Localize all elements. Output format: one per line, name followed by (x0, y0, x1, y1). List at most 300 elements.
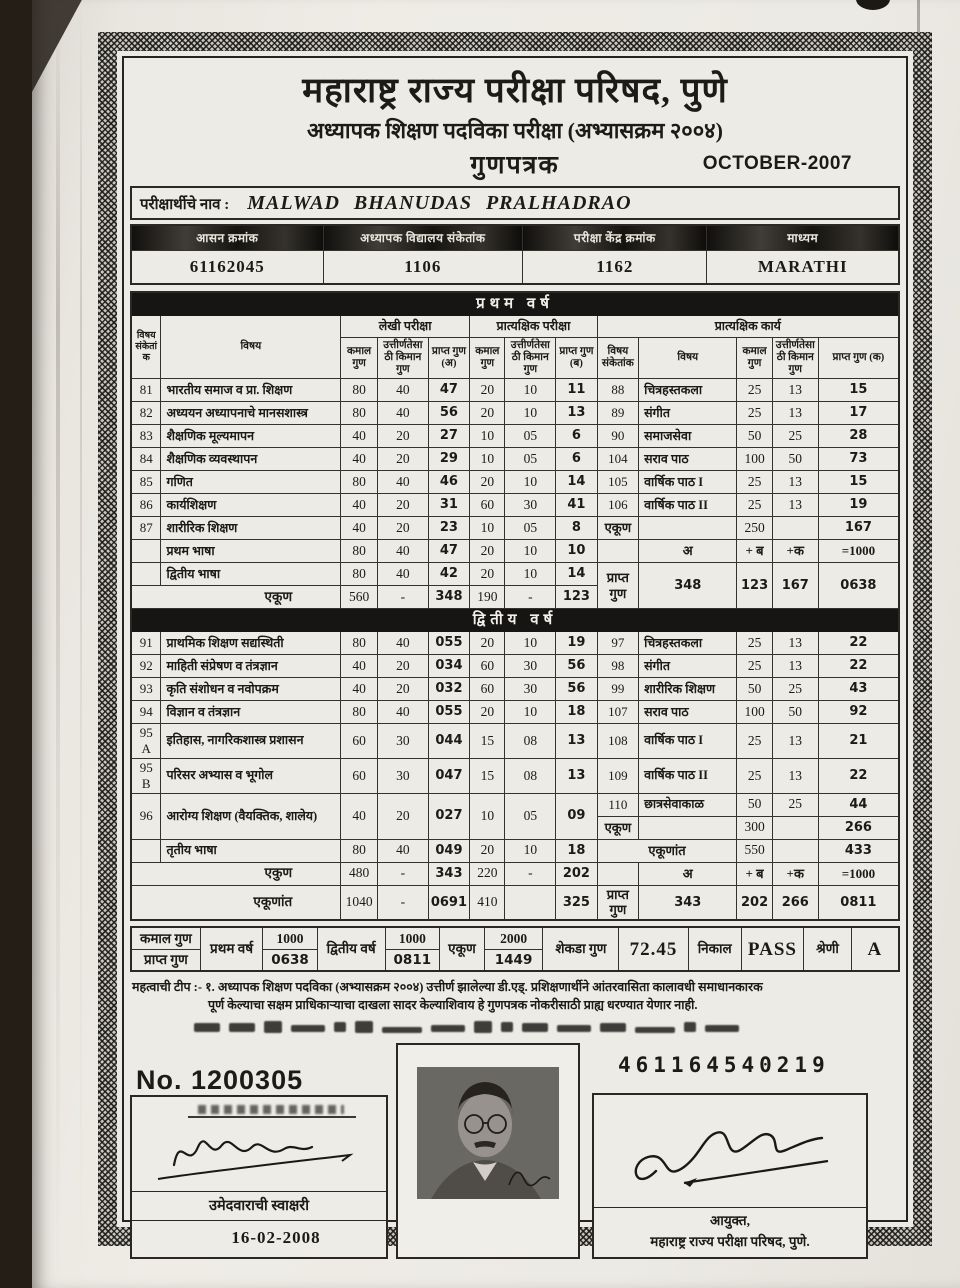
table-cell: 96 (131, 793, 161, 839)
table-cell: 50 (737, 425, 772, 448)
table-cell: शैक्षणिक व्यवस्थापन (161, 448, 341, 471)
table-cell: द्वितीय भाषा (161, 563, 341, 586)
commissioner-organization: महाराष्ट्र राज्य परीक्षा परिषद, पुणे. (650, 1233, 810, 1249)
table-cell: 40 (378, 632, 429, 655)
table-cell: प्रात्यक्षिक परीक्षा (470, 316, 597, 338)
note-line1: अध्यापक शिक्षण पदविका (अभ्यासक्रम २००४) उत्तीर्ण झालेल्या डी.एड्. प्रशिक्षणार्थीने आंतरवासिता कालावधी समाधानकारक (217, 980, 763, 995)
table-row (131, 563, 899, 586)
table-cell: 25 (737, 494, 772, 517)
table-cell: 15 (470, 758, 505, 793)
grade-label: श्रेणी (804, 927, 852, 971)
table-cell: वार्षिक पाठ I (639, 724, 737, 759)
ink-smudge (194, 1019, 876, 1037)
table-row (131, 379, 899, 402)
commissioner-signature-box (592, 1093, 868, 1259)
table-cell: 25 (772, 425, 818, 448)
table-cell: 25 (737, 471, 772, 494)
table-cell: 99 (597, 678, 638, 701)
year1-label: प्रथम वर्ष (200, 927, 263, 971)
table-cell: + ब (737, 862, 772, 885)
table-cell: =1000 (818, 862, 899, 885)
table-cell: प्राप्त गुण (अ) (428, 338, 469, 379)
table-cell: 14 (556, 471, 597, 494)
table-cell (772, 839, 818, 862)
year2-totals (385, 927, 439, 971)
table-cell: 047 (428, 758, 469, 793)
table-cell: 28 (818, 425, 899, 448)
table-cell: 123 (556, 586, 597, 609)
table-cell: 18 (556, 701, 597, 724)
grand-total-label: एकूण (440, 927, 485, 971)
table-cell: 055 (428, 632, 469, 655)
table-cell: 50 (772, 448, 818, 471)
table-cell: 25 (772, 678, 818, 701)
table-cell: =1000 (818, 540, 899, 563)
table-cell: 10 (505, 379, 556, 402)
exam-title: अध्यापक शिक्षण पदविका परीक्षा (अभ्यासक्रम २००४) (307, 118, 723, 143)
table-cell: 60 (341, 758, 378, 793)
table-cell: 13 (556, 724, 597, 759)
id-table (130, 224, 900, 285)
table-cell: विषय संकेतांक (131, 316, 161, 379)
table-cell: 10 (556, 540, 597, 563)
table-row (131, 517, 899, 540)
scanned-paper (32, 0, 960, 1288)
table-cell: 81 (131, 379, 161, 402)
table-cell: 31 (428, 494, 469, 517)
table-cell: संगीत (639, 655, 737, 678)
table-cell: 13 (772, 402, 818, 425)
table-cell: 100 (737, 701, 772, 724)
table-cell: प्राप्त गुण (597, 885, 638, 920)
document-type-line (130, 147, 900, 181)
table-cell: परिसर अभ्यास व भूगोल (161, 758, 341, 793)
table-cell: 46 (428, 471, 469, 494)
table-cell: 19 (556, 632, 597, 655)
max-marks-label: कमाल गुण (132, 929, 200, 950)
table-cell (131, 563, 161, 586)
table-cell: कमाल गुण (470, 338, 505, 379)
table-cell: 055 (428, 701, 469, 724)
table-cell: 20 (470, 471, 505, 494)
table-cell (131, 540, 161, 563)
table-cell: अ (639, 862, 737, 885)
table-cell: 550 (737, 839, 772, 862)
table-cell: एकूण (597, 517, 638, 540)
college-code-header: अध्यापक विद्यालय संकेतांक (323, 225, 523, 251)
table-cell: 049 (428, 839, 469, 862)
table-cell: 22 (818, 655, 899, 678)
table-cell: 80 (341, 563, 378, 586)
table-row (131, 839, 899, 862)
table-row (131, 448, 899, 471)
table-cell: 10 (505, 632, 556, 655)
table-cell (639, 816, 737, 839)
table-cell: चित्रहस्तकला (639, 632, 737, 655)
table-cell: 25 (737, 655, 772, 678)
table-cell: 91 (131, 632, 161, 655)
table-cell: 40 (341, 494, 378, 517)
table-cell: भारतीय समाज व प्रा. शिक्षण (161, 379, 341, 402)
table-cell: 41 (556, 494, 597, 517)
table-cell: 40 (378, 701, 429, 724)
table-cell: एकूणांत (597, 839, 737, 862)
table-cell: 13 (772, 724, 818, 759)
candidate-name: MALWAD BHANUDAS PRALHADRAO (247, 192, 632, 214)
table-cell: 82 (131, 402, 161, 425)
table-cell: 10 (470, 517, 505, 540)
table-cell: 20 (470, 540, 505, 563)
candidate-signature-box (130, 1095, 388, 1259)
table-cell: 20 (378, 517, 429, 540)
table-cell: एकूण (131, 586, 341, 609)
table-cell: 25 (737, 724, 772, 759)
table-cell: 44 (818, 793, 899, 816)
table-cell: 044 (428, 724, 469, 759)
table-cell: 20 (470, 839, 505, 862)
candidate-photo (417, 1067, 559, 1199)
obtained-marks-label: प्राप्त गुण (144, 951, 188, 967)
table-cell: 6 (556, 448, 597, 471)
table-cell: 123 (737, 563, 772, 609)
table-cell: सराव पाठ (639, 701, 737, 724)
table-cell: 80 (341, 379, 378, 402)
table-cell: 343 (428, 862, 469, 885)
table-cell: 08 (505, 758, 556, 793)
table-cell: उत्तीर्णतेसाठी किमान गुण (772, 338, 818, 379)
table-row (131, 655, 899, 678)
table-cell: 410 (470, 885, 505, 920)
table-cell: 25 (772, 793, 818, 816)
table-cell: 0638 (818, 563, 899, 609)
table-cell: 80 (341, 701, 378, 724)
table-cell (639, 517, 737, 540)
year1-obtained: 0638 (271, 951, 309, 968)
table-cell: 56 (428, 402, 469, 425)
year2-bar: द्वितीय वर्ष (131, 609, 899, 632)
grade-value: A (851, 927, 899, 971)
table-cell: 13 (556, 402, 597, 425)
id-values-row (131, 251, 899, 285)
table-cell: 108 (597, 724, 638, 759)
footer (130, 1039, 900, 1267)
table-cell: 80 (341, 632, 378, 655)
table-cell: 90 (597, 425, 638, 448)
table-cell: 30 (505, 494, 556, 517)
table-row (131, 471, 899, 494)
table-row (131, 678, 899, 701)
table-cell: 11 (556, 379, 597, 402)
table-cell: प्राप्त गुण (597, 563, 638, 609)
table-cell: 100 (737, 448, 772, 471)
table-cell: 10 (505, 540, 556, 563)
table-cell: 20 (378, 655, 429, 678)
commissioner-signature (618, 1113, 846, 1199)
table-cell: 13 (772, 655, 818, 678)
table-row (131, 632, 899, 655)
table-cell: 190 (470, 586, 505, 609)
table-cell: 10 (505, 402, 556, 425)
table-cell: 13 (772, 494, 818, 517)
table-cell: 50 (737, 793, 772, 816)
summary-table (130, 926, 900, 972)
grand-totals (484, 927, 542, 971)
table-cell: एकुण (131, 862, 341, 885)
table-cell: 05 (505, 425, 556, 448)
college-code: 1106 (323, 251, 523, 285)
table-cell: 20 (470, 402, 505, 425)
table-cell: विषय संकेतांक (597, 338, 638, 379)
certificate-content (122, 56, 908, 1249)
table-cell: 98 (597, 655, 638, 678)
table-cell: 109 (597, 758, 638, 793)
year1-max: 1000 (263, 929, 316, 950)
table-cell: 13 (772, 379, 818, 402)
table-cell: 23 (428, 517, 469, 540)
table-cell: 1040 (341, 885, 378, 920)
table-cell: - (505, 862, 556, 885)
summary-row (131, 927, 899, 971)
table-cell: लेखी परीक्षा (341, 316, 470, 338)
table-cell: 20 (378, 793, 429, 839)
table-cell: प्रात्यक्षिक कार्य (597, 316, 899, 338)
table-cell: 40 (378, 563, 429, 586)
table-row (131, 758, 899, 793)
table-cell: - (378, 862, 429, 885)
table-cell (131, 839, 161, 862)
table-cell: उत्तीर्णतेसाठी किमान गुण (378, 338, 429, 379)
table-cell: 13 (556, 758, 597, 793)
exam-centre-number: 1162 (523, 251, 707, 285)
exam-centre-header: परीक्षा केंद्र क्रमांक (523, 225, 707, 251)
table-cell: 50 (737, 678, 772, 701)
table-cell: 300 (737, 816, 772, 839)
table-cell: - (505, 586, 556, 609)
table-cell: 10 (470, 793, 505, 839)
table-cell: छात्रसेवाकाळ (639, 793, 737, 816)
table-cell: 560 (341, 586, 378, 609)
table-cell: 09 (556, 793, 597, 839)
organization-title: महाराष्ट्र राज्य परीक्षा परिषद, पुणे (302, 71, 728, 110)
table-cell: 05 (505, 517, 556, 540)
table-cell: वार्षिक पाठ II (639, 758, 737, 793)
table-cell: माहिती संप्रेषण व तंत्रज्ञान (161, 655, 341, 678)
table-cell: 95 B (131, 758, 161, 793)
marks-table (130, 291, 900, 921)
table-cell: कार्यशिक्षण (161, 494, 341, 517)
candidate-photo-box (396, 1043, 580, 1259)
table-cell: 40 (341, 655, 378, 678)
table-cell: 325 (556, 885, 597, 920)
table-cell: 348 (428, 586, 469, 609)
table-cell: 94 (131, 701, 161, 724)
table-cell: कमाल गुण (341, 338, 378, 379)
issue-date: 16-02-2008 (231, 1227, 321, 1247)
table-cell: 10 (505, 701, 556, 724)
table-cell: 30 (505, 655, 556, 678)
table-cell: 50 (772, 701, 818, 724)
table-cell (505, 885, 556, 920)
percentage-value: 72.45 (619, 927, 688, 971)
table-cell: 20 (378, 494, 429, 517)
candidate-signature-area (132, 1097, 386, 1192)
table-cell: 92 (818, 701, 899, 724)
document-type: गुणपत्रक (470, 152, 560, 179)
table-cell (597, 540, 638, 563)
table-cell: 05 (505, 448, 556, 471)
table-cell: 20 (378, 425, 429, 448)
table-cell: 10 (470, 448, 505, 471)
table-cell: 110 (597, 793, 638, 816)
table-cell: 10 (505, 471, 556, 494)
table-row (131, 425, 899, 448)
table-cell: 60 (470, 678, 505, 701)
table-cell: अध्ययन अध्यापनाचे मानसशास्त्र (161, 402, 341, 425)
table-cell: 40 (341, 793, 378, 839)
table-cell: 40 (341, 448, 378, 471)
commissioner-signature-area (594, 1095, 866, 1208)
table-row (131, 609, 899, 632)
table-row (131, 402, 899, 425)
table-cell: 20 (470, 379, 505, 402)
table-cell: 60 (470, 655, 505, 678)
table-cell: 167 (772, 563, 818, 609)
table-cell: 88 (597, 379, 638, 402)
table-cell: 15 (818, 379, 899, 402)
punch-hole (856, 0, 890, 10)
table-cell: प्राथमिक शिक्षण सद्यस्थिती (161, 632, 341, 655)
table-cell: विज्ञान व तंत्रज्ञान (161, 701, 341, 724)
table-cell: 6 (556, 425, 597, 448)
table-cell: 97 (597, 632, 638, 655)
table-cell: 47 (428, 379, 469, 402)
table-cell (772, 816, 818, 839)
table-cell: एकूण (597, 816, 638, 839)
table-cell: 8 (556, 517, 597, 540)
table-cell: 266 (772, 885, 818, 920)
year1-totals (263, 927, 317, 971)
table-cell: 73 (818, 448, 899, 471)
result-value: PASS (741, 927, 804, 971)
table-cell: 10 (505, 839, 556, 862)
table-cell: 08 (505, 724, 556, 759)
table-cell: 56 (556, 678, 597, 701)
exam-session: OCTOBER-2007 (702, 153, 852, 174)
table-cell: 433 (818, 839, 899, 862)
year1-bar: प्रथम वर्ष (131, 292, 899, 316)
table-cell: - (378, 885, 429, 920)
table-cell: अ (639, 540, 737, 563)
table-cell: 105 (597, 471, 638, 494)
table-row (131, 494, 899, 517)
table-cell: 343 (639, 885, 737, 920)
result-label: निकाल (688, 927, 741, 971)
table-cell: विषय (639, 338, 737, 379)
table-cell: चित्रहस्तकला (639, 379, 737, 402)
serial-number: No. 1200305 (136, 1064, 304, 1095)
table-cell: शैक्षणिक मूल्यमापन (161, 425, 341, 448)
table-row (131, 540, 899, 563)
table-cell: 202 (737, 885, 772, 920)
table-cell: +क (772, 862, 818, 885)
table-cell: 027 (428, 793, 469, 839)
table-cell: 40 (341, 517, 378, 540)
table-cell (597, 862, 638, 885)
table-cell: 30 (378, 758, 429, 793)
table-cell (772, 517, 818, 540)
grand-total-obtained: 1449 (494, 951, 533, 968)
table-row (131, 862, 899, 885)
table-cell: 40 (341, 678, 378, 701)
table-cell: 250 (737, 517, 772, 540)
table-cell: संगीत (639, 402, 737, 425)
table-cell: 60 (470, 494, 505, 517)
table-cell: 95 A (131, 724, 161, 759)
table-cell: 25 (737, 632, 772, 655)
table-cell: शारीरिक शिक्षण (161, 517, 341, 540)
table-cell: 29 (428, 448, 469, 471)
table-cell: 13 (772, 758, 818, 793)
table-cell: 30 (505, 678, 556, 701)
table-cell: प्राप्त गुण (क) (818, 338, 899, 379)
table-cell: 92 (131, 655, 161, 678)
id-header-row (131, 225, 899, 251)
table-row (131, 724, 899, 759)
table-cell: 266 (818, 816, 899, 839)
table-cell: 40 (378, 540, 429, 563)
table-cell: 15 (470, 724, 505, 759)
candidate-name-label: परीक्षार्थीचे नाव : (140, 197, 230, 213)
table-cell: समाजसेवा (639, 425, 737, 448)
table-cell: 80 (341, 471, 378, 494)
table-cell: उत्तीर्णतेसाठी किमान गुण (505, 338, 556, 379)
table-cell: 87 (131, 517, 161, 540)
table-cell: तृतीय भाषा (161, 839, 341, 862)
candidate-signature-label: उमेदवाराची स्वाक्षरी (132, 1192, 386, 1221)
table-cell: विषय (161, 316, 341, 379)
table-cell: +क (772, 540, 818, 563)
table-cell: 17 (818, 402, 899, 425)
table-cell: 18 (556, 839, 597, 862)
grand-total-max: 2000 (485, 929, 542, 950)
table-cell: 034 (428, 655, 469, 678)
medium: MARATHI (707, 251, 899, 285)
table-cell: 19 (818, 494, 899, 517)
table-cell: 22 (818, 758, 899, 793)
table-cell: शारीरिक शिक्षण (639, 678, 737, 701)
table-cell: 60 (341, 724, 378, 759)
table-cell: कृति संशोधन व नवोपक्रम (161, 678, 341, 701)
table-cell: 83 (131, 425, 161, 448)
table-cell: सराव पाठ (639, 448, 737, 471)
table-row (131, 292, 899, 316)
ocr-number: 461164540219 (618, 1052, 830, 1077)
table-cell: 89 (597, 402, 638, 425)
table-cell: 10 (505, 563, 556, 586)
table-cell: 25 (737, 379, 772, 402)
table-cell: 85 (131, 471, 161, 494)
table-cell: 86 (131, 494, 161, 517)
table-cell: वार्षिक पाठ I (639, 471, 737, 494)
table-cell: आरोग्य शिक्षण (वैयक्तिक, शालेय) (161, 793, 341, 839)
commissioner-title (594, 1208, 866, 1253)
table-cell: 220 (470, 862, 505, 885)
table-cell: 80 (341, 402, 378, 425)
table-cell: 56 (556, 655, 597, 678)
table-cell: कमाल गुण (737, 338, 772, 379)
table-cell: वार्षिक पाठ II (639, 494, 737, 517)
table-cell: 20 (470, 701, 505, 724)
